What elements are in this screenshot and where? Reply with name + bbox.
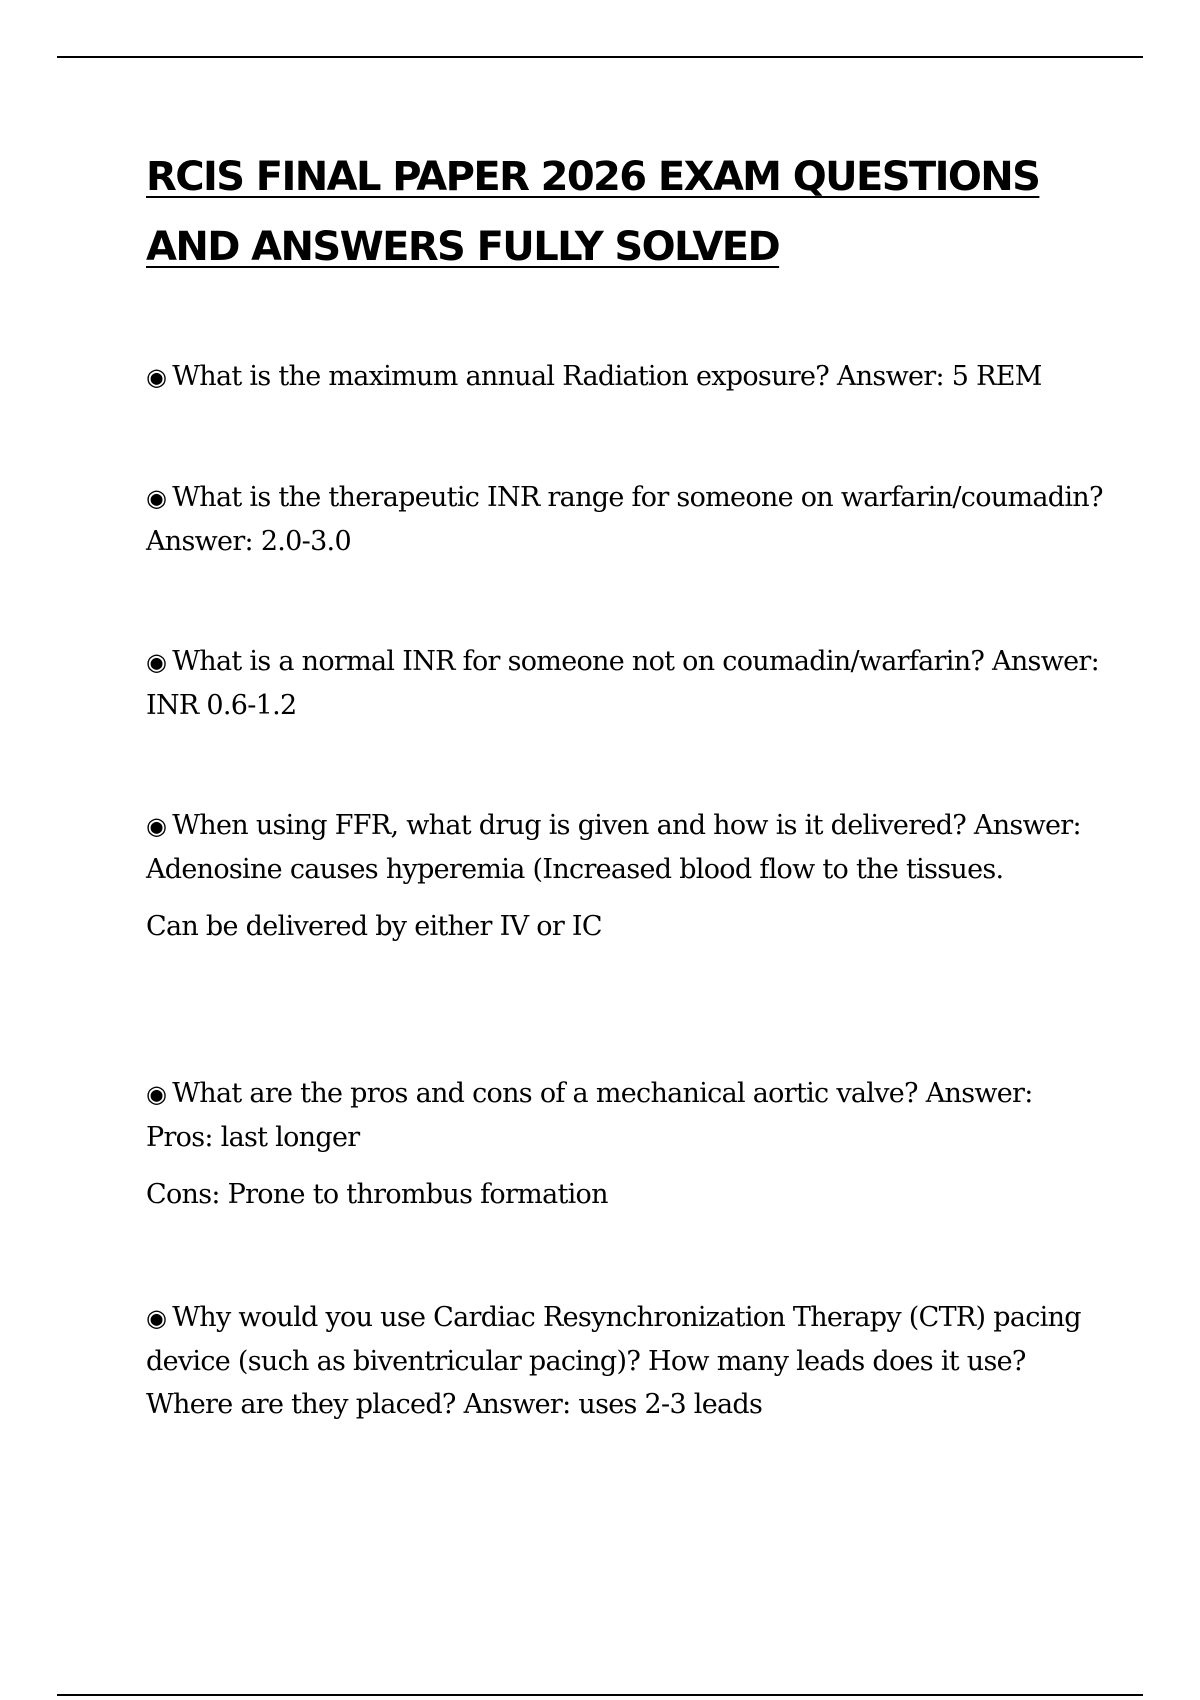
qa-question xyxy=(146,476,1106,563)
qa-question xyxy=(146,1072,1106,1159)
qa-item-radiation xyxy=(146,355,1106,399)
qa-item-ffr xyxy=(146,804,1106,948)
qa-text: What are the pros and cons of a mechanical aortic valve? Answer: Pros: last longer xyxy=(146,1078,1033,1153)
qa-item-mechanical-valve xyxy=(146,1072,1106,1216)
qa-item-therapeutic-inr xyxy=(146,476,1106,563)
qa-text: What is the therapeutic INR range for someone on warfarin/coumadin? Answer: 2.0-3.0 xyxy=(146,482,1103,557)
radio-bullet-icon: ◉ xyxy=(146,1080,167,1108)
radio-bullet-icon: ◉ xyxy=(146,363,167,391)
qa-question xyxy=(146,1296,1106,1426)
document-title xyxy=(146,142,1106,282)
radio-bullet-icon: ◉ xyxy=(146,484,167,512)
qa-question xyxy=(146,640,1106,727)
radio-bullet-icon: ◉ xyxy=(146,1304,167,1332)
qa-item-normal-inr xyxy=(146,640,1106,727)
qa-question xyxy=(146,355,1106,399)
radio-bullet-icon: ◉ xyxy=(146,648,167,676)
qa-text: Why would you use Cardiac Resynchronization Therapy (CTR) pacing device (such as biventricular pacing)? How many leads does it use? Where are they placed? Answer: uses 2-3 leads xyxy=(146,1302,1081,1420)
qa-text: What is the maximum annual Radiation exposure? Answer: 5 REM xyxy=(172,361,1042,392)
title-line-2: AND ANSWERS FULLY SOLVED xyxy=(146,224,780,270)
title-line-1: RCIS FINAL PAPER 2026 EXAM QUESTIONS xyxy=(146,154,1040,200)
top-rule xyxy=(57,56,1143,58)
qa-continuation: Cons: Prone to thrombus formation xyxy=(146,1179,608,1210)
qa-question xyxy=(146,804,1106,891)
bottom-rule xyxy=(57,1694,1143,1696)
qa-text: When using FFR, what drug is given and how is it delivered? Answer: Adenosine causes hyperemia (Increased blood flow to the tissues. xyxy=(146,810,1081,885)
radio-bullet-icon: ◉ xyxy=(146,812,167,840)
qa-continuation: Can be delivered by either IV or IC xyxy=(146,911,602,942)
qa-text: What is a normal INR for someone not on coumadin/warfarin? Answer: INR 0.6-1.2 xyxy=(146,646,1099,721)
qa-item-crt xyxy=(146,1296,1106,1426)
